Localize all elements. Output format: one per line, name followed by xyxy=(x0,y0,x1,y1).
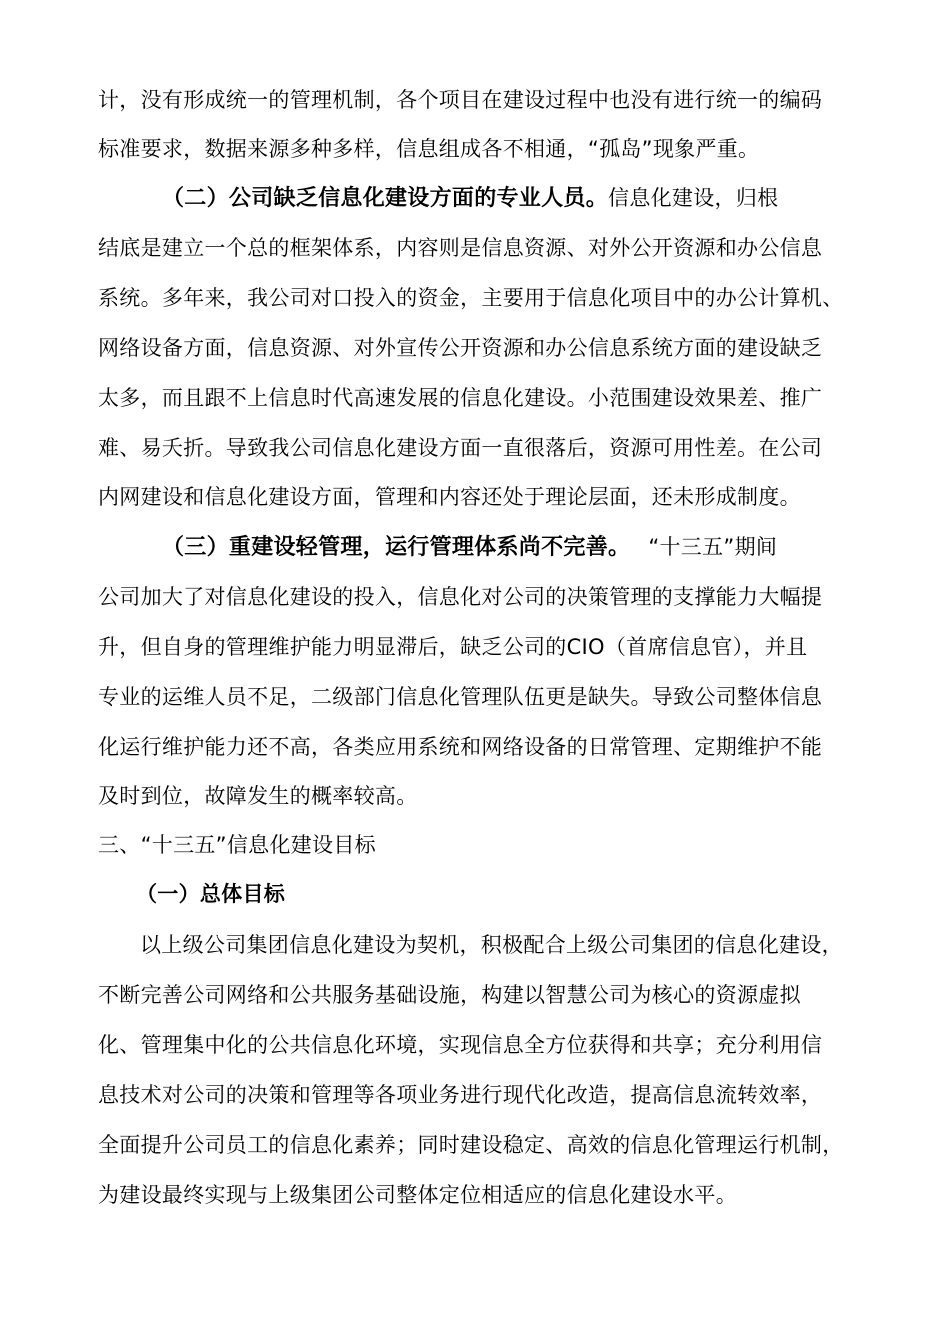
section-2-first-line xyxy=(162,182,778,214)
paragraph-line: 息技术对公司的决策和管理等各项业务进行现代化改造，提高信息流转效率， xyxy=(98,1083,823,1107)
paragraph-line: 以上级公司集团信息化建设为契机，积极配合上级公司集团的信息化建设， xyxy=(140,933,843,957)
section-3-first-line xyxy=(162,531,777,563)
paragraph-line: 化运行维护能力还不高，各类应用系统和网络设备的日常管理、定期维护不能 xyxy=(98,735,823,759)
paragraph-line: 及时到位，故障发生的概率较高。 xyxy=(98,784,418,808)
paragraph-line: 公司加大了对信息化建设的投入，信息化对公司的决策管理的支撑能力大幅提 xyxy=(98,585,823,609)
paragraph-line: 不断完善公司网络和公共服务基础设施，构建以智慧公司为核心的资源虚拟 xyxy=(98,983,801,1007)
paragraph-line: 专业的运维人员不足，二级部门信息化管理队伍更是缺失。导致公司整体信息 xyxy=(98,685,823,709)
paragraph-line: 太多，而且跟不上信息时代高速发展的信息化建设。小范围建设效果差、推广 xyxy=(98,386,823,410)
paragraph-line: 标准要求，数据来源多种多样，信息组成各不相通，“孤岛”现象严重。 xyxy=(98,137,760,161)
chapter-title: 三、“十三五”信息化建设目标 xyxy=(98,833,376,857)
paragraph-line: 网络设备方面，信息资源、对外宣传公开资源和办公信息系统方面的建设缺乏 xyxy=(98,336,823,360)
paragraph-line: 为建设最终实现与上级集团公司整体定位相适应的信息化建设水平。 xyxy=(98,1183,737,1207)
paragraph-line: 升，但自身的管理维护能力明显滞后，缺乏公司的CIO（首席信息官），并且 xyxy=(98,635,808,659)
paragraph-line: 内网建设和信息化建设方面，管理和内容还处于理论层面，还未形成制度。 xyxy=(98,485,801,509)
section-2-first-line-rest: 信息化建设，归根 xyxy=(608,186,779,210)
paragraph-line: 化、管理集中化的公共信息化环境，实现信息全方位获得和共享；充分利用信 xyxy=(98,1033,823,1057)
paragraph-line: 系统。多年来，我公司对口投入的资金，主要用于信息化项目中的办公计算机、 xyxy=(98,286,844,310)
paragraph-line: 全面提升公司员工的信息化素养；同时建设稳定、高效的信息化管理运行机制， xyxy=(98,1133,844,1157)
paragraph-line: 计，没有形成统一的管理机制，各个项目在建设过程中也没有进行统一的编码 xyxy=(98,88,823,112)
subsection-heading: （一）总体目标 xyxy=(136,882,286,906)
section-3-heading: （三）重建设轻管理，运行管理体系尚不完善。 xyxy=(162,535,631,560)
section-3-first-line-rest: “十三五”期间 xyxy=(648,535,778,559)
section-2-heading: （二）公司缺乏信息化建设方面的专业人员。 xyxy=(162,186,609,211)
paragraph-line: 结底是建立一个总的框架体系，内容则是信息资源、对外公开资源和办公信息 xyxy=(98,236,823,260)
paragraph-line: 难、易夭折。导致我公司信息化建设方面一直很落后，资源可用性差。在公司 xyxy=(98,436,823,460)
